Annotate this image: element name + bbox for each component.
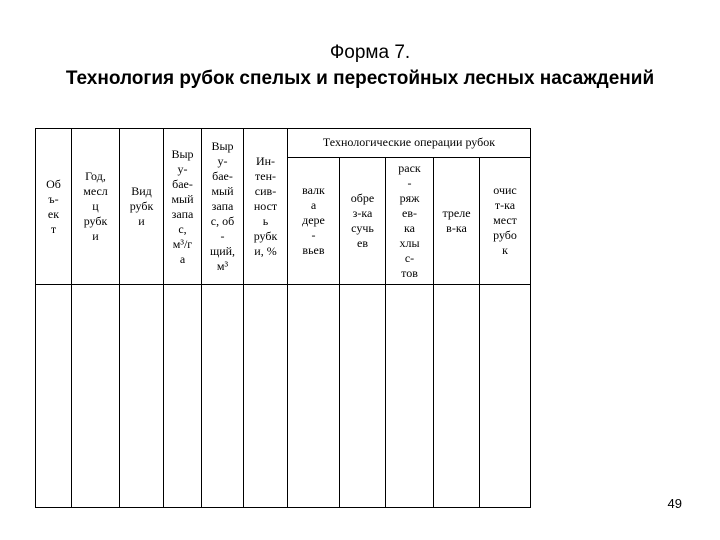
column-header-total-volume: Выр у- бае- мый запа с, об - щий, м³ bbox=[202, 129, 244, 285]
table-cell bbox=[480, 285, 531, 508]
column-header-cutting-type: Вид рубк и bbox=[120, 129, 164, 285]
table-cell bbox=[164, 285, 202, 508]
table-cell bbox=[202, 285, 244, 508]
operation-bucking: раск - ряж ев- ка хлы с- тов bbox=[386, 157, 434, 285]
table-cell bbox=[434, 285, 480, 508]
page-number: 49 bbox=[667, 496, 682, 511]
operation-skidding: треле в-ка bbox=[434, 157, 480, 285]
page-title: Технология рубок спелых и перестойных лесных насаждений bbox=[65, 68, 655, 89]
table-cell bbox=[72, 285, 120, 508]
column-header-year-month: Год, месл ц рубк и bbox=[72, 129, 120, 285]
form-number: Форма 7. bbox=[329, 42, 411, 63]
column-header-annual-volume: Выр у- бае- мый запа с, м³/г а bbox=[164, 129, 202, 285]
table-cell bbox=[386, 285, 434, 508]
column-header-intensity: Ин- тен- сив- ност ь рубк и, % bbox=[244, 129, 288, 285]
operation-felling: валк а дере - вьев bbox=[288, 157, 340, 285]
technology-table bbox=[35, 128, 531, 508]
table-cell bbox=[36, 285, 72, 508]
column-header-object: Об ъ- ек т bbox=[36, 129, 72, 285]
table-cell bbox=[288, 285, 340, 508]
table-cell bbox=[120, 285, 164, 508]
table-cell bbox=[340, 285, 386, 508]
operation-delimbing: обре з-ка сучь ев bbox=[340, 157, 386, 285]
table-cell bbox=[244, 285, 288, 508]
table-row bbox=[36, 285, 531, 508]
operations-header: Технологические операции рубок bbox=[288, 129, 531, 158]
operation-site-cleaning: очис т-ка мест рубо к bbox=[480, 157, 531, 285]
